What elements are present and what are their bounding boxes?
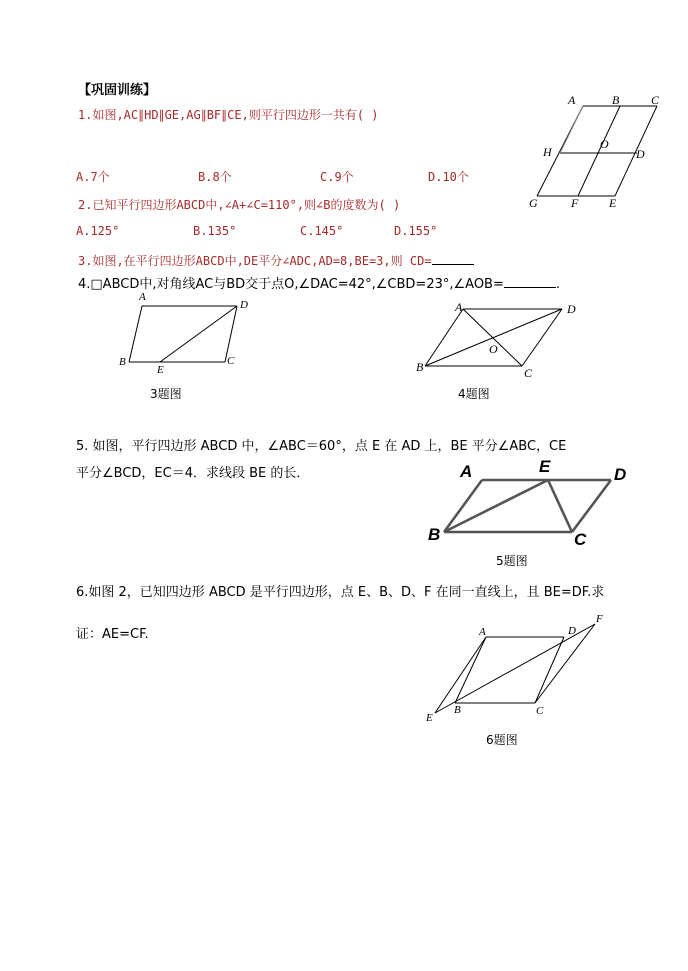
fig3-label-a: A [139,291,146,303]
q2-option-a: A.125° [76,224,120,238]
fig1-label-d: D [636,147,645,161]
fig1-label-a: A [568,93,576,107]
figure-4-caption: 4题图 [458,387,490,401]
fig6-label-d: D [568,625,576,637]
q1-option-d: D.10个 [428,170,469,184]
q2-option-c: C.145° [300,224,344,238]
fig6-label-f: F [596,613,603,625]
fig5-label-e: E [539,457,551,476]
question-2-text: 2.已知平行四边形ABCD中,∠A+∠C=110°,则∠B的度数为( ) [78,198,401,212]
fig6-label-a: A [479,626,486,638]
fig1-label-h: H [543,145,552,159]
figure-3-caption: 3题图 [150,387,182,401]
fig5-label-b: B [428,525,441,544]
q1-option-a: A.7个 [76,170,110,184]
question-6-line-2: 证：AE=CF. [76,627,149,642]
fig1-label-e: E [609,196,617,210]
fig3-label-c: C [227,355,235,367]
fig1-label-f: F [571,196,579,210]
fig5-label-d: D [614,465,627,484]
fig6-label-e: E [426,712,433,724]
fig1-label-o: O [600,137,609,151]
question-4-stem: 4.□ABCD中,对角线AC与BD交于点O,∠DAC=42°,∠CBD=23°,∠AOB= [78,277,504,292]
q1-option-b: B.8个 [198,170,232,184]
q2-option-b: B.135° [193,224,237,238]
fig3-label-d: D [240,299,248,311]
fig4-label-c: C [524,366,533,380]
fig6-label-b: B [454,704,461,716]
question-1-text: 1.如图,AC∥HD∥GE,AG∥BF∥CE,则平行四边形一共有( ) [78,108,379,122]
figure-5-caption: 5题图 [496,554,528,568]
fig5-label-c: C [574,530,587,549]
fig6-label-c: C [536,705,544,717]
fig1-label-g: G [529,196,538,210]
fig4-label-d: D [567,302,576,316]
question-6-line-1: 6.如图 2，已知四边形 ABCD 是平行四边形，点 E、B、D、F 在同一直线上，且 BE=DF.求 [76,585,605,600]
question-3-stem: 3.如图,在平行四边形ABCD中,DE平分∠ADC,AD=8,BE=3,则 CD= [78,254,432,268]
fig4-label-b: B [416,360,424,374]
question-4-end: . [555,277,560,292]
fig3-label-b: B [119,356,126,368]
fig4-label-a: A [455,300,463,314]
question-5-line-1: 5. 如图，平行四边形 ABCD 中，∠ABC＝60°，点 E 在 AD 上，BE 平分∠ABC，CE [76,439,567,454]
q2-option-d: D.155° [394,224,438,238]
fig3-label-e: E [157,364,164,376]
fig5-label-a: A [460,462,473,481]
fig1-label-b: B [612,93,620,107]
question-5-line-2: 平分∠BCD，EC＝4．求线段 BE 的长． [76,466,310,481]
fig1-label-c: C [651,93,660,107]
q1-option-c: C.9个 [320,170,354,184]
fig4-label-o: O [489,342,498,356]
figure-6-caption: 6题图 [486,733,518,747]
section-heading: 【巩固训练】 [78,83,157,98]
